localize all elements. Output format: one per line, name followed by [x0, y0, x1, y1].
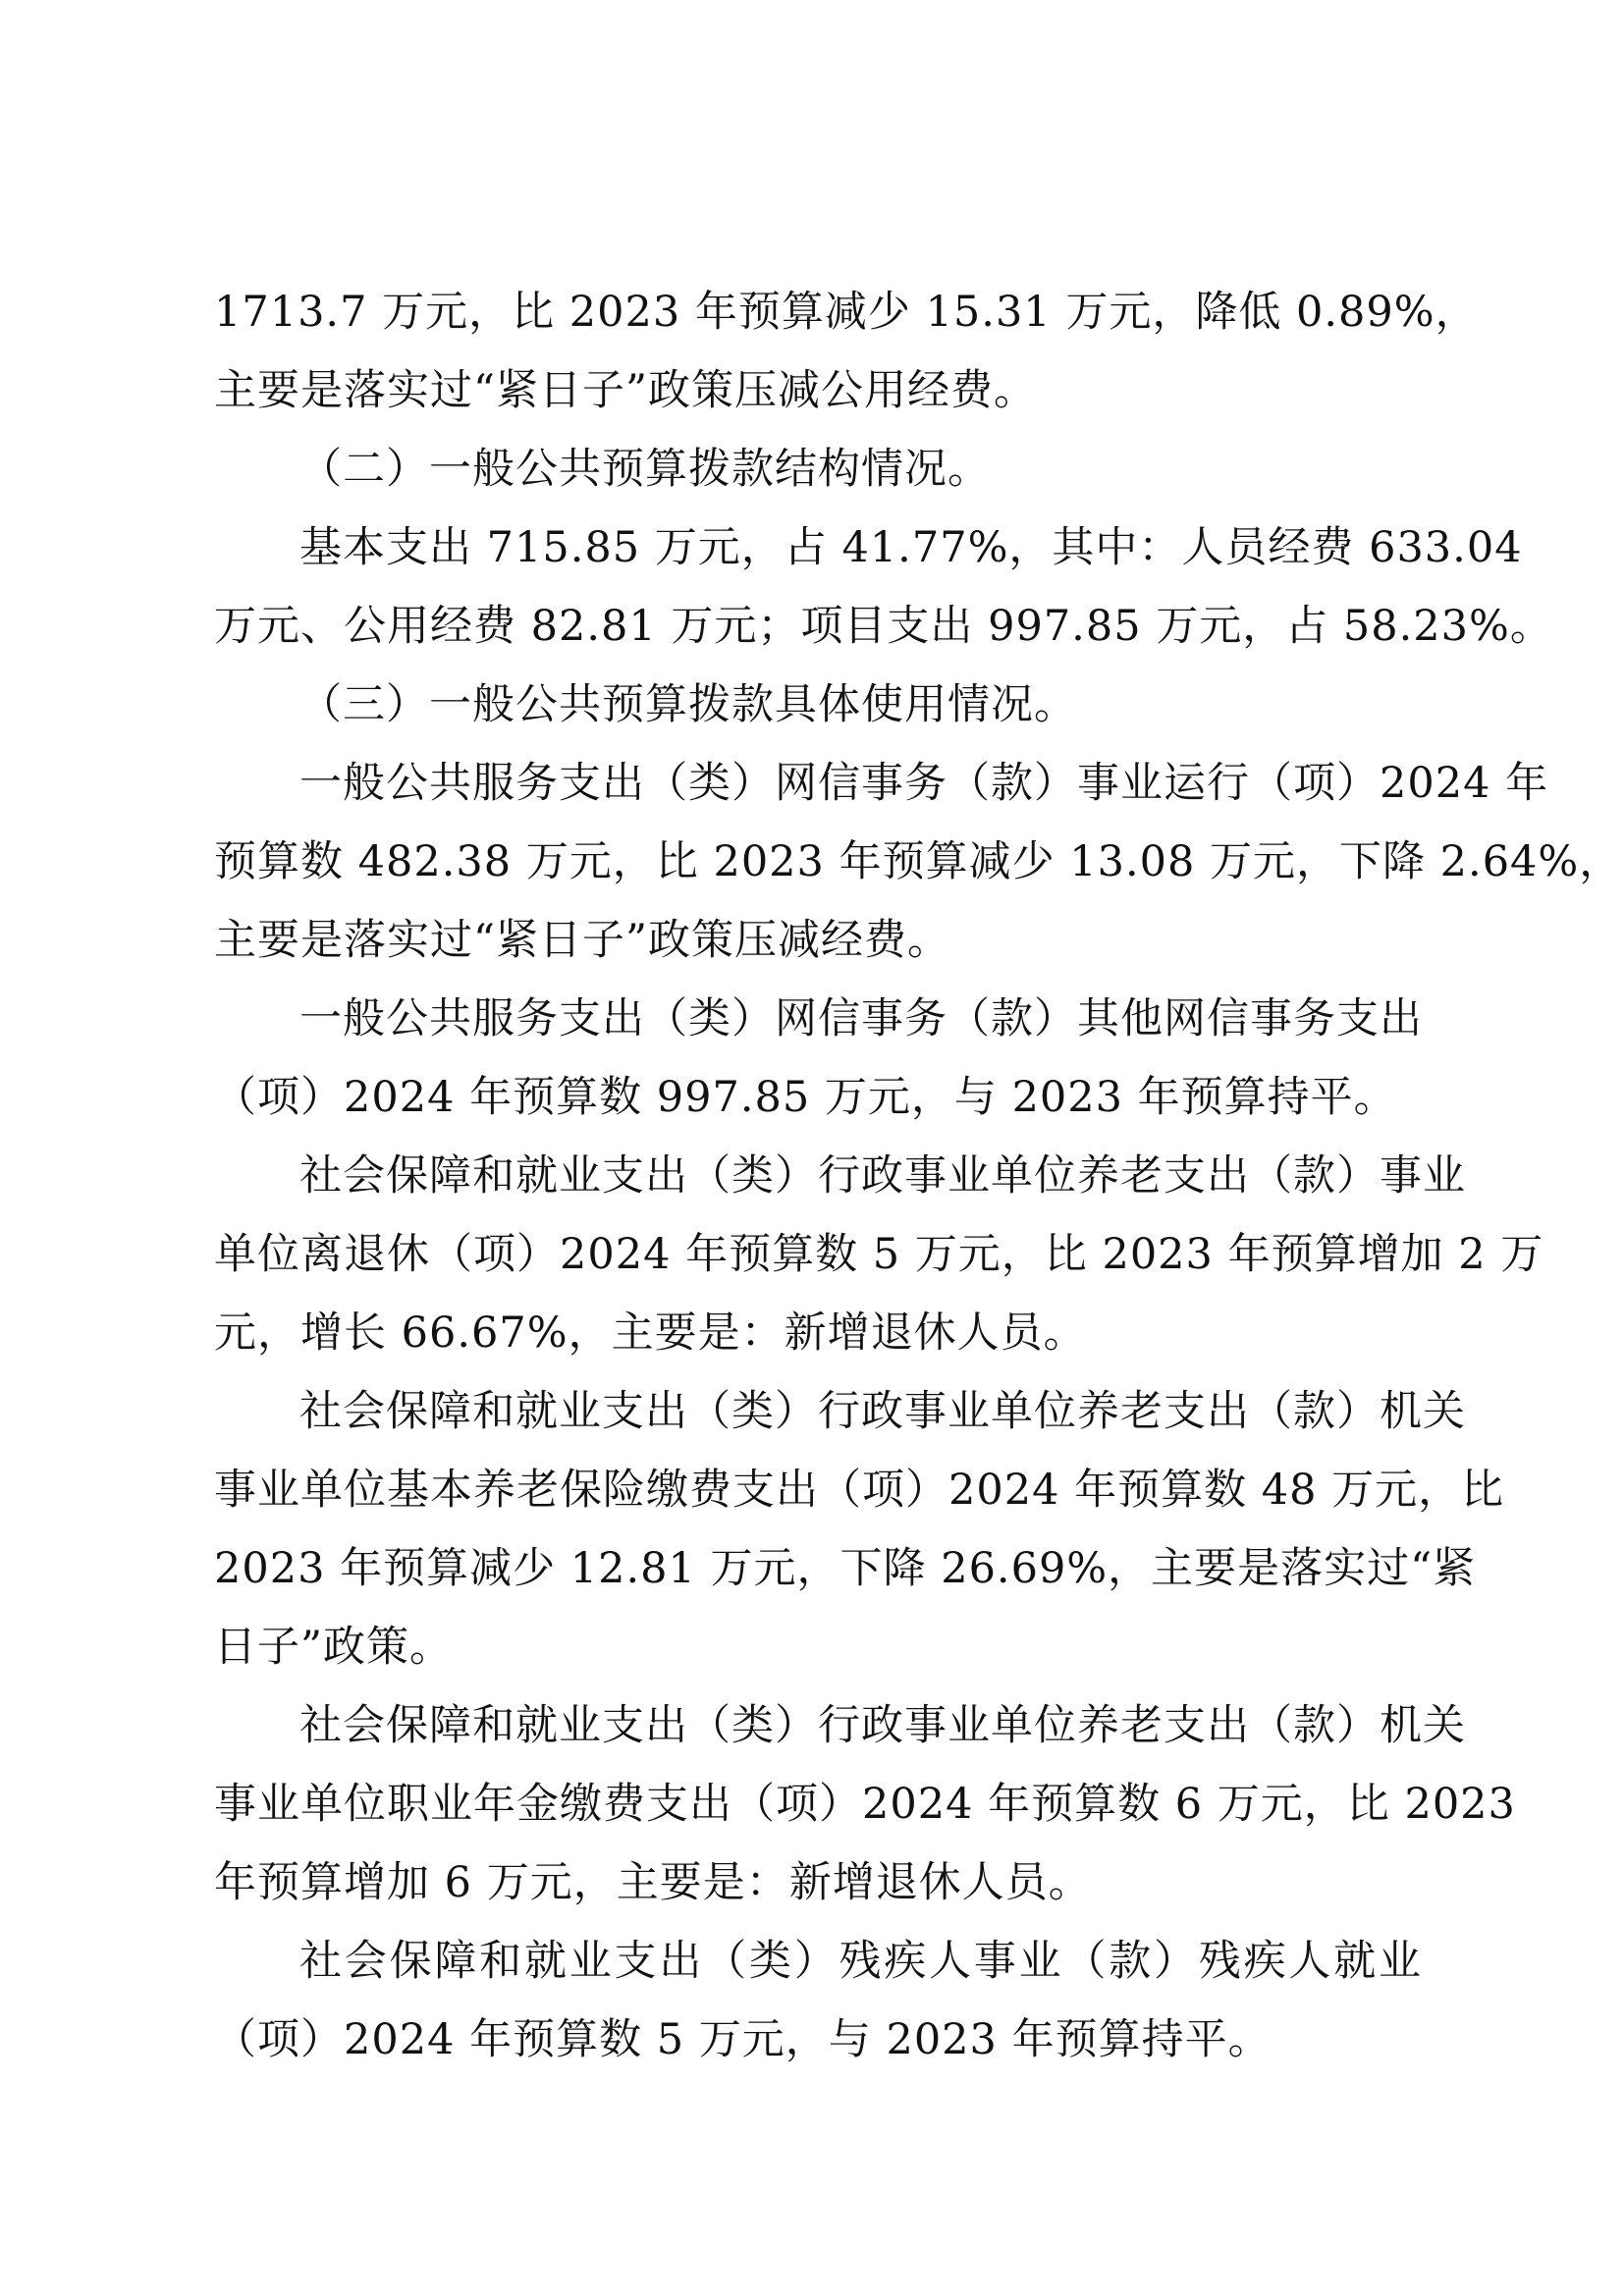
text-line: 基本支出 715.85 万元，占 41.77%，其中：人员经费 633.04: [299, 523, 1523, 572]
text-line: （项）2024 年预算数 5 万元，与 2023 年预算持平。: [214, 2015, 1272, 2064]
text-line: 社会保障和就业支出（类）行政事业单位养老支出（款）事业: [299, 1151, 1466, 1201]
text-line: （项）2024 年预算数 997.85 万元，与 2023 年预算持平。: [214, 1073, 1397, 1122]
text-line: 预算数 482.38 万元，比 2023 年预算减少 13.08 万元，下降 2.64%，: [214, 837, 1623, 886]
text-line: 年预算增加 6 万元，主要是：新增退休人员。: [214, 1858, 1092, 1907]
text-line: 社会保障和就业支出（类）残疾人事业（款）残疾人就业: [299, 1937, 1422, 1986]
text-line: 万元、公用经费 82.81 万元；项目支出 997.85 万元，占 58.23%。: [214, 602, 1553, 651]
text-line: 元，增长 66.67%，主要是：新增退休人员。: [214, 1308, 1087, 1358]
text-line: 事业单位职业年金缴费支出（项）2024 年预算数 6 万元，比 2023: [214, 1780, 1516, 1829]
text-line: 一般公共服务支出（类）网信事务（款）事业运行（项）2024 年: [299, 759, 1549, 808]
text-line: 日子”政策。: [214, 1623, 453, 1672]
text-line: 2023 年预算减少 12.81 万元，下降 26.69%，主要是落实过“紧: [214, 1544, 1477, 1593]
text-line: 主要是落实过“紧日子”政策压减经费。: [214, 916, 950, 965]
text-line: 社会保障和就业支出（类）行政事业单位养老支出（款）机关: [299, 1701, 1466, 1750]
text-line: 一般公共服务支出（类）网信事务（款）其他网信事务支出: [299, 994, 1423, 1043]
text-line: 单位离退休（项）2024 年预算数 5 万元，比 2023 年预算增加 2 万: [214, 1230, 1544, 1279]
text-line: 主要是落实过“紧日子”政策压减公用经费。: [214, 366, 1037, 415]
text-line: 事业单位基本养老保险缴费支出（项）2024 年预算数 48 万元，比: [214, 1466, 1505, 1515]
text-line: （三）一般公共预算拨款具体使用情况。: [299, 680, 1077, 729]
text-line: 社会保障和就业支出（类）行政事业单位养老支出（款）机关: [299, 1387, 1466, 1436]
text-line: 1713.7 万元，比 2023 年预算减少 15.31 万元，降低 0.89%，: [214, 288, 1479, 337]
text-line: （二）一般公共预算拨款结构情况。: [299, 445, 991, 494]
